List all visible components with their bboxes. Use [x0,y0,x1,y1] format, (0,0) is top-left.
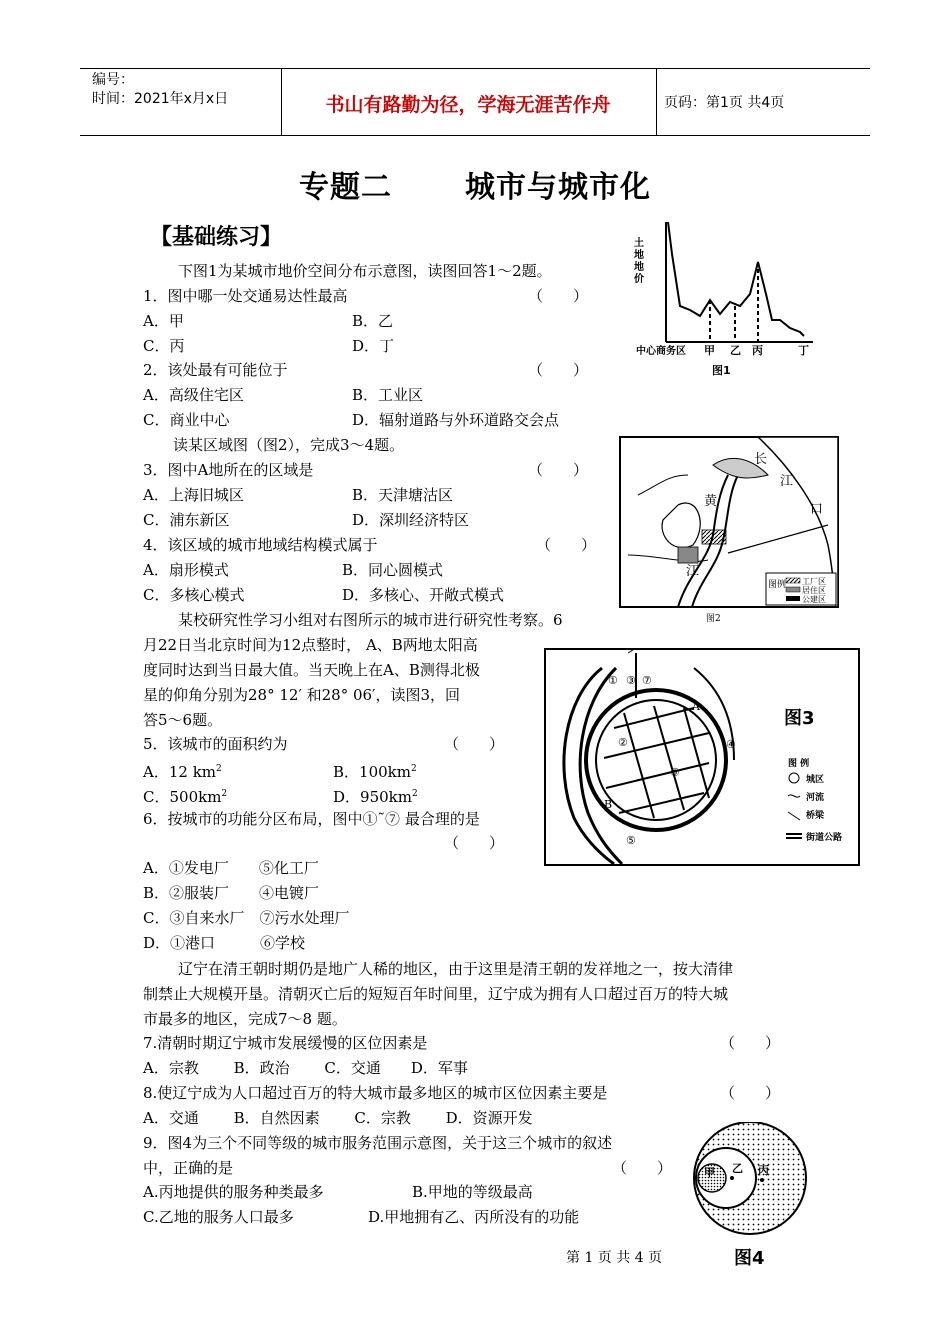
fig3-legend-river: 河流 [806,793,825,803]
fig2-label-huang: 黄 [704,494,718,509]
q8-stem: 8.使辽宁成为人口超过百万的特大城市最多地区的城市区位因素主要是 [143,1084,608,1102]
q4-option-c: C．多核心模式 [143,586,245,604]
fig4-label-yi: 乙 [732,1162,743,1175]
header-divider [656,68,657,136]
q4-answer-blank: （ ） [536,536,597,554]
q4-option-a: A．扇形模式 [143,561,229,579]
q7-stem: 7.清朝时期辽宁城市发展缓慢的区位因素是 [143,1034,428,1052]
q1-option-c: C．丙 [143,337,185,355]
section-heading: 【基础练习】 [150,225,283,250]
q5-option-b: B．$100km^2$ [333,763,417,781]
q6-option-b: B．②服装厂 ④电镀厂 [143,884,320,902]
header-motto: 书山有路勤为径，学海无涯苦作舟 [325,94,611,116]
q2-option-a: A．高级住宅区 [143,386,244,404]
fig1-caption: 图1 [712,364,731,377]
fig3-point-5: ⑤ [626,834,636,847]
figure-3-city-map [544,648,860,866]
doc-number-label: 编号： [92,72,134,88]
fig4-point-bing [760,1178,764,1182]
q5-option-d: D．$950km^2$ [333,788,418,806]
page-footer: 第 1 页 共 4 页 [566,1250,663,1266]
fig2-factory-zone [702,530,726,544]
q6-option-c: C．③自来水厂 ⑦污水处理厂 [143,909,350,927]
q1-stem: 1．图中哪一处交通易达性最高 [143,287,348,305]
fig2-legend-factory: 工厂区 [802,577,826,586]
q2-option-b: B．工业区 [352,386,424,404]
q9-option-b: B.甲地的等级最高 [412,1183,533,1201]
q9-stem-line1: 9．图4为三个不同等级的城市服务范围示意图，关于这三个城市的叙述 [143,1134,613,1152]
q9-option-a: A.丙地提供的服务种类最多 [143,1183,324,1201]
q1-option-a: A．甲 [143,312,184,330]
fig3-point-3: ③ [626,674,636,687]
q2-answer-blank: （ ） [528,361,589,379]
intro-3-line1: 某校研究性学习小组对右图所示的城市进行研究性考察。6 [178,611,563,629]
fig2-residential-zone [678,547,698,563]
intro-1: 下图1为某城市地价空间分布示意图，读图回答1～2题。 [178,262,552,280]
fig2-label-jiang2: 江 [686,564,700,579]
q2-option-d: D．辐射道路与外环道路交会点 [352,411,560,429]
fig3-legend-road: 街道公路 [806,833,843,843]
q9-option-d: D.甲地拥有乙、丙所没有的功能 [368,1208,580,1226]
fig1-xlabel-cbd: 中心商务区 [636,346,686,357]
header-divider [281,68,282,136]
doc-time-label: 时间：2021年x月x日 [92,91,229,107]
page-info: 页码：第1页 共4页 [664,95,785,111]
fig4-label-bing: 丙 [758,1164,769,1177]
figure-2-region-map [618,435,843,627]
fig2-legend-swatch [786,578,800,583]
fig3-point-a: A [692,700,700,713]
fig4-point-yi [730,1176,734,1180]
q5-option-c: C．$500km^2$ [143,788,228,806]
fig2-legend-swatch [786,596,800,601]
fig3-point-6: ⑥ [670,766,680,779]
q8-answer-blank: （ ） [720,1084,781,1102]
q2-option-c: C．商业中心 [143,411,230,429]
q7-options: A．宗教 B．政治 C．交通 D．军事 [143,1059,468,1077]
q3-answer-blank: （ ） [528,461,589,479]
fig3-legend-title: 图 例 [788,759,810,769]
title-part2: 城市与城市化 [464,170,651,205]
fig2-legend-title: 图例 [768,580,787,590]
fig2-label-jiang: 江 [780,474,794,489]
q9-option-c: C.乙地的服务人口最多 [143,1208,294,1226]
intro-2: 读某区域图（图2），完成3～4题。 [173,436,405,454]
q1-answer-blank: （ ） [528,287,589,305]
header-top-rule [80,68,870,69]
fig2-legend-residential: 居住区 [802,586,826,595]
fig1-ylabel-char: 地 [634,262,644,273]
fig2-label-kou: 口 [810,502,824,517]
q5-stem: 5．该城市的面积约为 [143,735,288,753]
q3-option-b: B．天津塘沽区 [352,486,454,504]
q3-stem: 3．图中A地所在的区域是 [143,461,314,479]
q4-option-b: B．同心圆模式 [342,561,444,579]
intro-3-line4: 星的仰角分别为28° 12′ 和28° 06′，读图3，回 [143,686,461,704]
q5-answer-blank: （ ） [444,735,505,753]
fig4-caption: 图4 [734,1248,765,1269]
fig1-xlabel-bing: 丙 [752,344,763,357]
fig1-xlabel-jia: 甲 [704,344,715,357]
q4-stem: 4．该区域的城市地域结构模式属于 [143,536,378,554]
q6-option-d: D．①港口 ⑥学校 [143,934,306,952]
q3-option-a: A．上海旧城区 [143,486,244,504]
fig3-caption: 图3 [784,708,815,729]
intro-4-line1: 辽宁在清王朝时期仍是地广人稀的地区，由于这里是清王朝的发祥地之一，按大清律 [178,960,734,978]
fig2-caption: 图2 [706,614,721,624]
q1-option-b: B．乙 [352,312,394,330]
fig3-point-b: B [604,798,613,811]
fig1-price-curve [668,222,804,336]
q6-answer-blank: （ ） [444,834,505,852]
fig1-xlabel-ding: 丁 [798,344,809,357]
fig3-point-7: ⑦ [642,674,652,687]
q5-option-a: A．12 $km^2$ [143,763,222,781]
fig3-legend-city: 城区 [806,775,825,785]
fig3-point-2: ② [618,736,628,749]
q3-option-d: D．深圳经济特区 [352,511,470,529]
fig3-legend-bridge: 桥梁 [806,811,825,821]
fig2-legend-public: 公建区 [802,595,826,604]
q9-answer-blank: （ ） [612,1159,673,1177]
intro-4-line2: 制禁止大规模开垦。清朝灭亡后的短短百年时间里，辽宁成为拥有人口超过百万的特大城 [143,985,729,1003]
fig2-legend-swatch [786,587,800,592]
fig3-point-1: ① [608,674,618,687]
figure-1-land-price [628,214,818,379]
q3-option-c: C．浦东新区 [143,511,230,529]
q9-stem-line2: 中，正确的是 [143,1159,234,1177]
header-bottom-rule [80,135,870,136]
intro-4-line3: 市最多的地区，完成7～8 题。 [143,1010,347,1028]
page-title [0,162,950,206]
title-part1: 专题二 [299,170,393,205]
intro-3-line5: 答5～6题。 [143,711,223,729]
fig2-label-chang: 长 [754,452,768,467]
q6-stem: 6．按城市的功能分区布局，图中①˜⑦ 最合理的是 [143,810,480,828]
intro-3-line3: 度同时达到当日最大值。当天晚上在A、B测得北极 [143,661,480,679]
fig4-label-jia: 甲 [704,1166,715,1179]
fig1-xlabel-yi: 乙 [730,344,741,357]
q4-option-d: D．多核心、开敞式模式 [342,586,505,604]
q8-options: A．交通 B．自然因素 C．宗教 D．资源开发 [143,1109,533,1127]
q6-option-a: A．①发电厂 ⑤化工厂 [143,859,319,877]
figure-4-service-range [686,1122,814,1270]
q7-answer-blank: （ ） [720,1034,781,1052]
q1-option-d: D．丁 [352,337,395,355]
fig3-point-4: ④ [726,738,736,751]
fig1-ylabel-char: 土 [634,238,644,249]
intro-3-line2: 月22日当北京时间为12点整时， A、B两地太阳高 [143,636,478,654]
q2-stem: 2．该处最有可能位于 [143,361,288,379]
fig1-ylabel-char: 价 [634,274,644,285]
fig1-ylabel-char: 地 [634,250,644,261]
